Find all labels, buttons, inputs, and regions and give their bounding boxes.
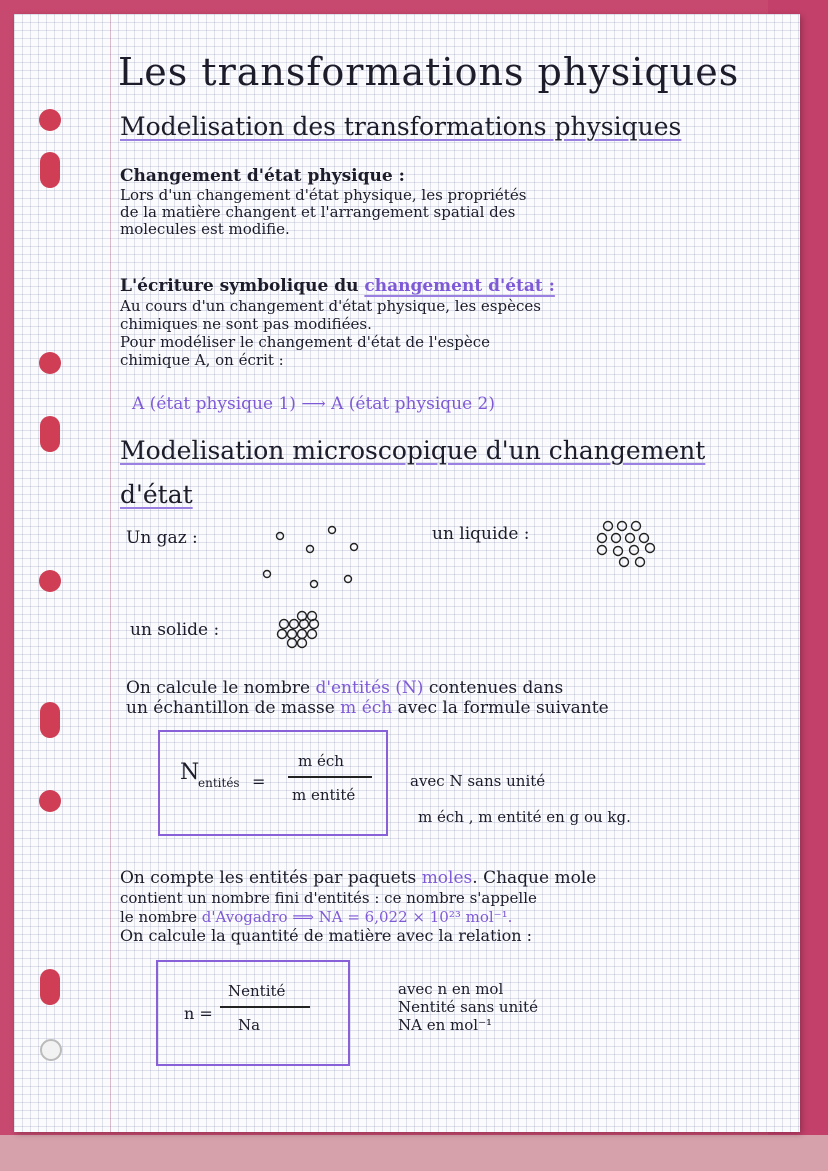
entities-intro-highlight: d'entités (N): [315, 678, 424, 698]
gas-particle: [345, 576, 352, 583]
binder-hole: [39, 790, 61, 812]
paragraph-line: chimiques ne sont pas modifiées.: [120, 315, 372, 333]
paragraph-line: molecules est modifie.: [120, 220, 290, 238]
fraction-bar: [288, 776, 372, 778]
subheading-changement-etat: Changement d'état physique :: [120, 166, 405, 186]
binder-hole: [40, 152, 60, 188]
entities-intro: [126, 678, 563, 698]
paragraph-line: Au cours d'un changement d'état physique, les espèces: [120, 297, 541, 315]
gas-particles-drawing: [254, 524, 374, 594]
subheading-highlight: changement d'état :: [364, 276, 555, 296]
entities-line2-highlight: m éch: [340, 698, 393, 718]
folder-edge-bottom: [0, 1135, 828, 1171]
moles-line: [120, 868, 596, 888]
entities-line2: [126, 698, 609, 718]
entities-intro-suffix: contenues dans: [423, 678, 564, 698]
formula-note: avec n en mol: [398, 980, 504, 998]
binder-hole: [39, 570, 61, 592]
section-heading-microscopique: Modelisation microscopique d'un changement: [120, 436, 706, 465]
formula-numerator: m éch: [298, 752, 344, 770]
formula-note: m éch , m entité en g ou kg.: [418, 808, 631, 826]
entities-intro-text: On calcule le nombre: [126, 678, 316, 698]
moles-line: On calcule la quantité de matière avec la relation :: [120, 926, 533, 945]
formula-n-lhs: n =: [184, 1004, 213, 1023]
formula-n-subscript: entités: [198, 776, 240, 790]
solid-label: un solide :: [130, 620, 220, 640]
binder-hole-reinforced: [40, 1039, 62, 1061]
paragraph-line: de la matière changent et l'arrangement spatial des: [120, 203, 516, 221]
page-title: Les transformations physiques: [118, 50, 740, 94]
section-heading-microscopique-line2: d'état: [120, 480, 193, 509]
paragraph-line: Pour modéliser le changement d'état de l'espèce: [120, 333, 490, 351]
moles-text: le nombre: [120, 908, 202, 926]
formula-denominator: m entité: [292, 786, 356, 804]
gas-particle: [311, 581, 318, 588]
gas-particle: [329, 527, 336, 534]
moles-line: contient un nombre fini d'entités : ce nombre s'appelle: [120, 889, 537, 907]
binder-hole: [40, 416, 60, 452]
gas-particle: [307, 546, 314, 553]
formula-box-entities: [158, 730, 388, 836]
section-heading-modelisation: Modelisation des transformations physiques: [120, 112, 682, 141]
formula-note: avec N sans unité: [410, 772, 546, 790]
notebook-page: [14, 14, 800, 1132]
paragraph-line: Lors d'un changement d'état physique, les propriétés: [120, 186, 527, 204]
avogadro-highlight: d'Avogadro ⟹ NA = 6,022 × 10²³ mol⁻¹.: [201, 908, 513, 926]
liquid-label: un liquide :: [432, 524, 530, 544]
moles-line: [120, 908, 512, 926]
formula-equals: =: [252, 772, 266, 791]
binder-hole: [39, 109, 61, 131]
formula-note: NA en mol⁻¹: [398, 1016, 493, 1034]
moles-highlight: moles: [421, 868, 473, 888]
binder-hole: [40, 969, 60, 1005]
formula-denominator: Na: [238, 1016, 261, 1034]
binder-hole: [40, 702, 60, 738]
fraction-bar: [220, 1006, 310, 1008]
symbolic-equation: A (état physique 1) ⟶ A (état physique 2): [132, 394, 496, 414]
moles-suffix: . Chaque mole: [472, 868, 597, 888]
gas-particle: [264, 571, 271, 578]
formula-numerator: Nentité: [228, 982, 286, 1000]
entities-line2-suffix: avec la formule suivante: [392, 698, 609, 718]
subheading-ecriture-symbolique: [120, 276, 555, 296]
entities-line2-text: un échantillon de masse: [126, 698, 341, 718]
liquid-particles-drawing: [596, 518, 672, 566]
formula-box-moles: [156, 960, 350, 1066]
paragraph-line: chimique A, on écrit :: [120, 351, 284, 369]
gas-particle: [351, 544, 358, 551]
subheading-text: L'écriture symbolique du: [120, 276, 365, 296]
gas-particle: [277, 533, 284, 540]
moles-text: On compte les entités par paquets: [120, 868, 422, 888]
binder-hole: [39, 352, 61, 374]
solid-particles-drawing: [276, 610, 326, 650]
formula-note: Nentité sans unité: [398, 998, 538, 1016]
formula-n-symbol: N: [180, 760, 200, 785]
margin-line: [110, 14, 111, 1132]
gas-label: Un gaz :: [126, 528, 198, 548]
